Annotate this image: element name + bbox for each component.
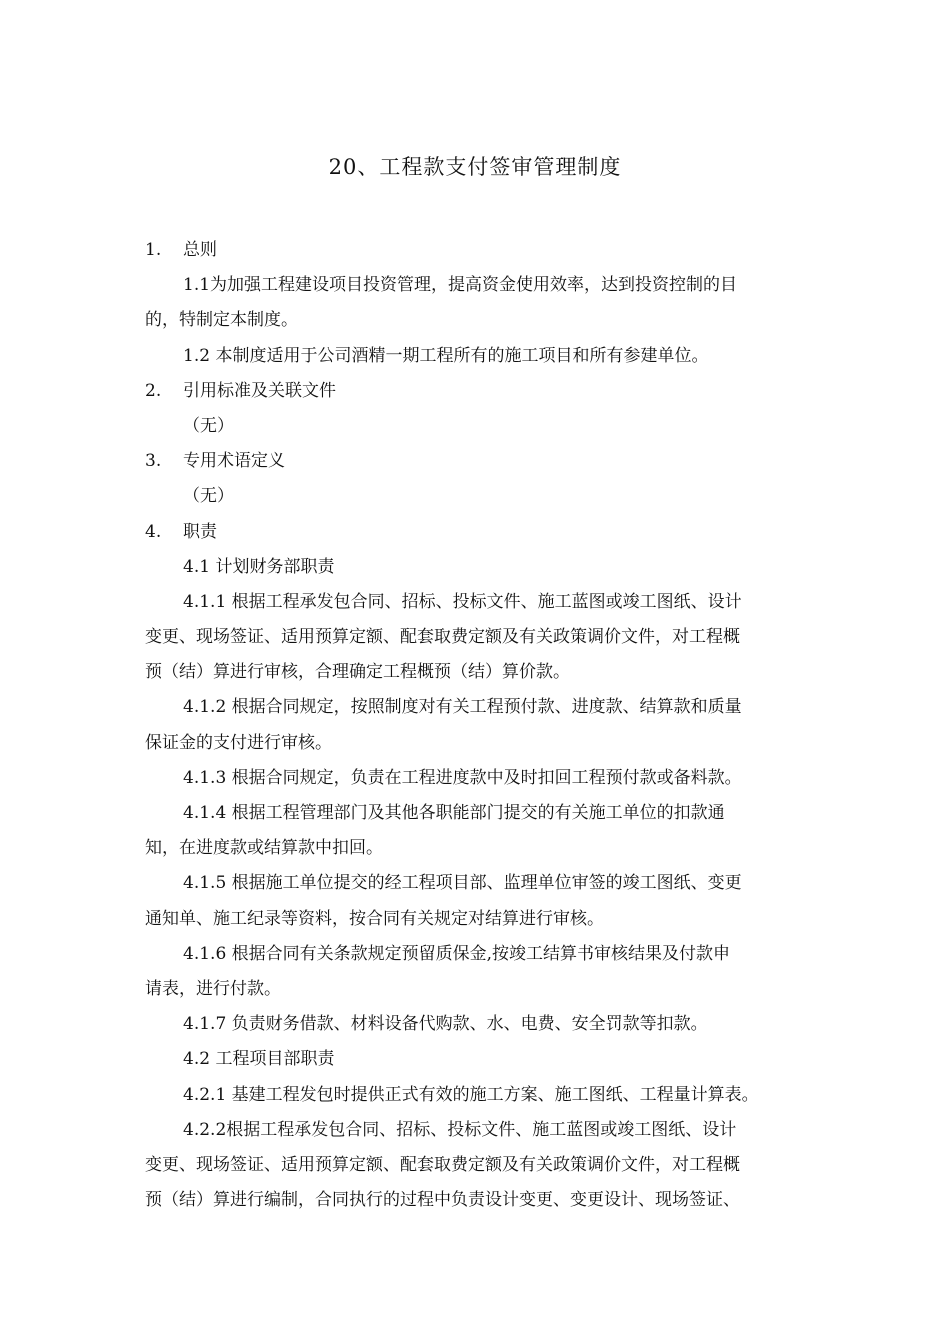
paragraph-line — [145, 1078, 813, 1113]
paragraph-line — [145, 796, 813, 831]
paragraph-line — [145, 726, 813, 761]
line-text: 的，特制定本制度。 — [145, 310, 298, 331]
paragraph-line — [145, 937, 813, 972]
section-number: 4. — [145, 521, 162, 542]
paragraph-line — [145, 1042, 813, 1077]
paragraph-line — [145, 479, 813, 514]
line-text: 4.1.3 根据合同规定，负责在工程进度款中及时扣回工程预付款或备料款。 — [183, 767, 742, 788]
line-text: 预（结）算进行审核，合理确定工程概预（结）算价款。 — [145, 662, 570, 683]
section-heading — [145, 444, 813, 479]
line-text: 4.2 工程项目部职责 — [183, 1049, 335, 1070]
paragraph-line — [145, 690, 813, 725]
line-text: 知，在进度款或结算款中扣回。 — [145, 838, 383, 859]
paragraph-line — [145, 1007, 813, 1042]
section-heading — [145, 233, 813, 268]
line-text: 专用术语定义 — [183, 451, 285, 472]
paragraph-line — [145, 339, 813, 374]
line-text: 预（结）算进行编制，合同执行的过程中负责设计变更、变更设计、现场签证、 — [145, 1190, 740, 1211]
line-text: 4.1.5 根据施工单位提交的经工程项目部、监理单位审签的竣工图纸、变更 — [183, 873, 742, 894]
paragraph-line — [145, 1148, 813, 1183]
line-text: 4.1.2 根据合同规定，按照制度对有关工程预付款、进度款、结算款和质量 — [183, 697, 742, 718]
line-text: （无） — [183, 415, 234, 436]
section-number: 3. — [145, 451, 162, 472]
section-heading — [145, 515, 813, 550]
line-text: 保证金的支付进行审核。 — [145, 732, 332, 753]
line-text: （无） — [183, 486, 234, 507]
line-text: 1.2 本制度适用于公司酒精一期工程所有的施工项目和所有参建单位。 — [183, 345, 709, 366]
line-text: 通知单、施工纪录等资料，按合同有关规定对结算进行审核。 — [145, 908, 604, 929]
paragraph-line — [145, 655, 813, 690]
line-text: 4.2.1 基建工程发包时提供正式有效的施工方案、施工图纸、工程量计算表。 — [183, 1084, 759, 1105]
paragraph-line — [145, 620, 813, 655]
line-text: 引用标准及关联文件 — [183, 380, 336, 401]
line-text: 4.1.6 根据合同有关条款规定预留质保金,按竣工结算书审核结果及付款申 — [183, 943, 731, 964]
line-text: 4.1 计划财务部职责 — [183, 556, 335, 577]
line-text: 4.2.2根据工程承发包合同、招标、投标文件、施工蓝图或竣工图纸、设计 — [183, 1119, 737, 1140]
document-body — [145, 233, 813, 1218]
paragraph-line — [145, 585, 813, 620]
paragraph-line — [145, 409, 813, 444]
section-number: 2. — [145, 380, 162, 401]
paragraph-line — [145, 761, 813, 796]
paragraph-line — [145, 1183, 813, 1218]
paragraph-line — [145, 831, 813, 866]
paragraph-line — [145, 1113, 813, 1148]
line-text: 4.1.1 根据工程承发包合同、招标、投标文件、施工蓝图或竣工图纸、设计 — [183, 591, 742, 612]
line-text: 4.1.7 负责财务借款、材料设备代购款、水、电费、安全罚款等扣款。 — [183, 1014, 708, 1035]
paragraph-line — [145, 972, 813, 1007]
line-text: 职责 — [183, 521, 217, 542]
paragraph-line — [145, 268, 813, 303]
line-text: 请表，进行付款。 — [145, 978, 281, 999]
paragraph-line — [145, 902, 813, 937]
document-title: 20、工程款支付签审管理制度 — [328, 155, 622, 179]
section-number: 1. — [145, 240, 162, 260]
paragraph-line — [145, 550, 813, 585]
section-heading — [145, 374, 813, 409]
paragraph-line — [145, 303, 813, 338]
paragraph-line — [145, 866, 813, 901]
line-text: 1.1为加强工程建设项目投资管理，提高资金使用效率，达到投资控制的目 — [183, 275, 738, 296]
line-text: 变更、现场签证、适用预算定额、配套取费定额及有关政策调价文件，对工程概 — [145, 1154, 740, 1175]
line-text: 变更、现场签证、适用预算定额、配套取费定额及有关政策调价文件，对工程概 — [145, 627, 740, 648]
line-text: 总则 — [183, 240, 217, 260]
line-text: 4.1.4 根据工程管理部门及其他各职能部门提交的有关施工单位的扣款通 — [183, 803, 725, 823]
